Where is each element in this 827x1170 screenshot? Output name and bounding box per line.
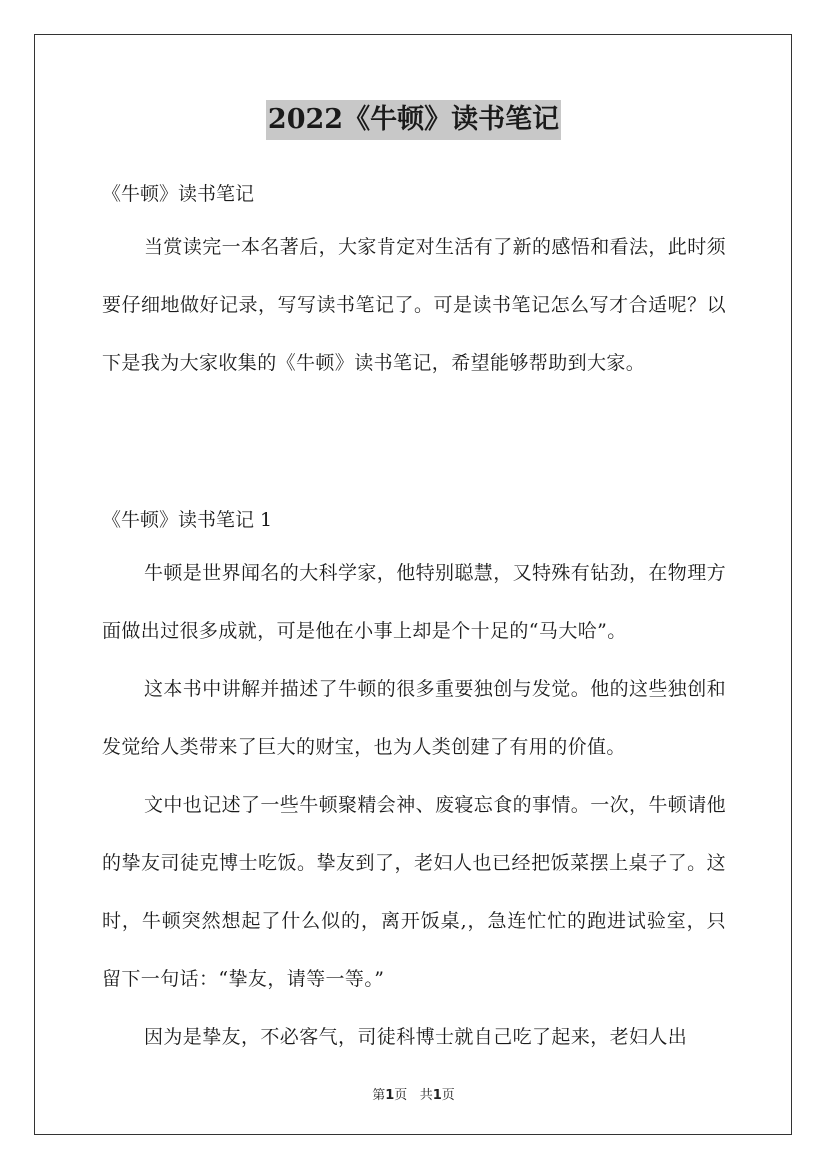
intro-section [102, 218, 726, 392]
footer-page-suffix: 页 [394, 1088, 408, 1103]
footer-page-number: 1 [385, 1088, 395, 1103]
section1-paragraph: 文中也记述了一些牛顿聚精会神、废寝忘食的事情。一次，牛顿请他的挚友司徒克博士吃饭。挚友到了，老妇人也已经把饭菜摆上桌子了。这时，牛顿突然想起了什么似的，离开饭桌,，急连忙忙的跑进试验室，只留下一句话：“挚友，请等一等。” [102, 794, 727, 990]
intro-paragraph: 当赏读完一本名著后，大家肯定对生活有了新的感悟和看法，此时须要仔细地做好记录，写写读书笔记了。可是读书笔记怎么写才合适呢？以下是我为大家收集的《牛顿》读书笔记，希望能够帮助到大家。 [102, 236, 727, 374]
section1-paragraph: 牛顿是世界闻名的大科学家，他特别聪慧，又特殊有钻劲，在物理方面做出过很多成就，可是他在小事上却是个十足的“马大哈”。 [102, 562, 727, 642]
section1-paragraph: 这本书中讲解并描述了牛顿的很多重要独创与发觉。他的这些独创和发觉给人类带来了巨大的财宝，也为人类创建了有用的价值。 [102, 678, 727, 758]
footer-total-prefix: 共 [419, 1088, 433, 1103]
document-title-text: 2022《牛顿》读书笔记 [266, 100, 561, 140]
section1-paragraph: 因为是挚友，不必客气，司徒科博士就自己吃了起来，老妇人出 [144, 1026, 688, 1048]
footer-total-suffix: 页 [441, 1088, 455, 1103]
footer-total-number: 1 [432, 1088, 442, 1103]
page-footer [0, 1084, 827, 1103]
section1-body [102, 544, 726, 1066]
footer-page-prefix: 第 [372, 1088, 386, 1103]
intro-heading: 《牛顿》读书笔记 [102, 183, 255, 205]
document-title [0, 100, 827, 140]
section1-heading: 《牛顿》读书笔记 1 [102, 509, 273, 531]
